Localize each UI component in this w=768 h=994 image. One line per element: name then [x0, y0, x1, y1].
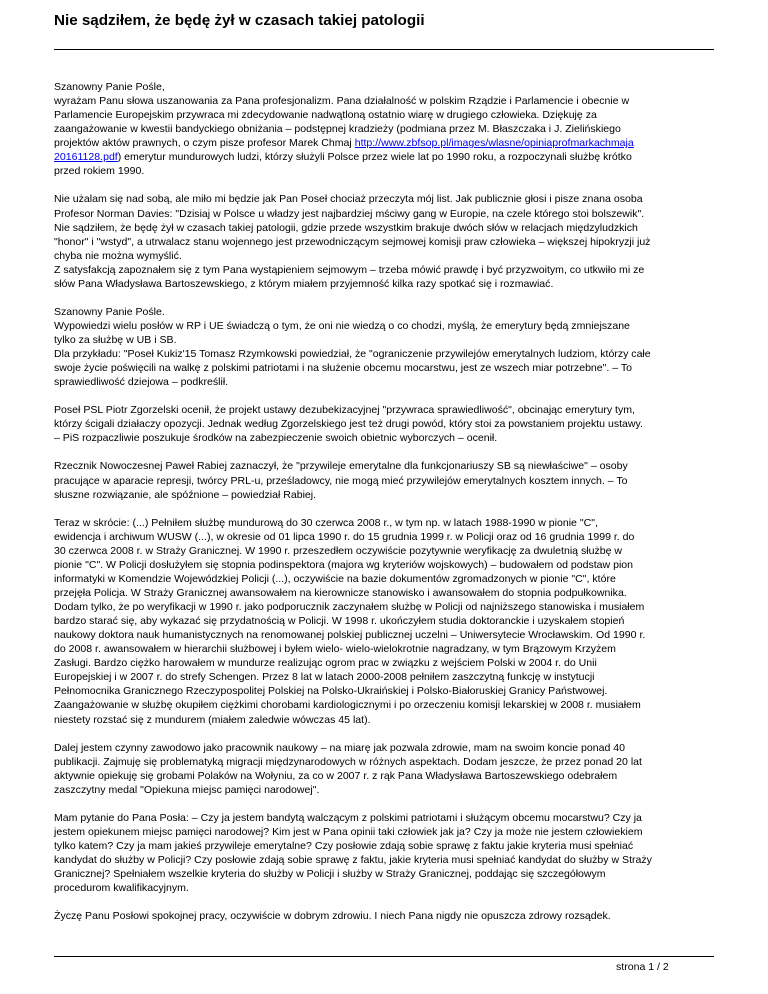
text-line: pionie "C". W Policji dosłużyłem się stopnia podinspektora (majora wg kryteriów wojskowych) – budowałem od podstaw pion [54, 558, 634, 571]
text-line: Życzę Panu Posłowi spokojnej pracy, oczywiście w dobrym zdrowiu. I niech Pana nigdy nie opuszcza zdrowy rozsądek. [54, 910, 611, 923]
text-line: niestety rozstać się z mundurem (miałem zaledwie wówczas 45 lat). [54, 713, 371, 726]
text-line: Z satysfakcją zapoznałem się z tym Pana wystąpieniem sejmowym – trzeba mówić prawdę i być przyzwoitym, co utkwiło mi ze [54, 263, 645, 276]
paragraph-7 [54, 741, 719, 797]
text-line: Dalej jestem czynny zawodowo jako pracownik naukowy – na miarę jak pozwala zdrowie, mam na swoim koncie ponad 40 [54, 741, 625, 754]
text-line: publikacji. Zajmuję się problematyką migracji międzynarodowych w różnych aspektach. Dodam jeszcze, że przez ponad 20 lat [54, 755, 642, 768]
text-line: "honor" i "wstyd", a utrwalacz stanu wojennego jest przewodniczącym sejmowej komisji praw człowieka – większej hipokryzji już [54, 235, 651, 248]
text-line: naukowy doktora nauk humanistycznych na renomowanej polskiej publicznej uczelni – Uniwersytecie Wrocławskim. Od 1990 r. [54, 629, 646, 642]
text-line: Europejskiej i w 2007 r. do strefy Schengen. Przez 8 lat w latach 2000-2008 pełniłem zaszczytną funkcję w instytucji [54, 671, 595, 684]
paragraph-3 [54, 305, 719, 389]
text-line: zaangażowanie w kwestii bandyckiego obniżania – podstępnej kradzieży (podmiana przez M. Błaszczaka i J. Zielińskiego [54, 123, 621, 136]
footer-divider [54, 956, 714, 957]
source-link-continued[interactable]: 20161128.pdf [54, 151, 118, 164]
text-line: Szanowny Panie Pośle. [54, 305, 165, 318]
text-line: ewidencja i archiwum WUSW (...), w okresie od 01 lipca 1990 r. do 15 grudnia 1999 r. w Policji oraz od 16 grudnia 1999 r. do [54, 530, 635, 543]
text-line: jestem opiekunem miejsc pamięci narodowej? Kim jest w Pana opinii taki człowiek jak ja? Czy ja może nie jestem człowiekiem [54, 825, 643, 838]
text-line: Rzecznik Nowoczesnej Paweł Rabiej zaznaczył, że "przywileje emerytalne dla funkcjonariuszy SB są niewłaściwe" – osoby [54, 460, 628, 473]
document-title: Nie sądziłem, że będę żył w czasach takiej patologii [54, 12, 425, 29]
paragraph-8 [54, 811, 719, 895]
text-line: przejęła Policja. W Straży Granicznej awansowałem na kierownicze stanowisko i awansowałem do stopnia podpułkownika. [54, 586, 627, 599]
text-line: 30 czerwca 2008 r. w Straży Granicznej. W 1990 r. przeszedłem oczywiście pozytywnie weryfikację za dwuletnią służbę w [54, 544, 623, 557]
text-line: Szanowny Panie Pośle, [54, 81, 165, 93]
text-line: tylko katem? Czy ja mam jakieś przywileje emerytalne? Czy posłowie zdają sobie sprawę z faktu jakie kryteria musi spełniać [54, 839, 634, 852]
text-line: procedurom kwalifikacyjnym. [54, 882, 189, 895]
text-line: pracujące w aparacie represji, twórcy PRL-u, prześladowcy, nie mogą mieć przywilejów emerytalnych kosztem innych. – To [54, 474, 628, 487]
text-line: tylko za służbę w UB i SB. [54, 334, 177, 346]
text-line: projektów aktów prawnych, o czym pisze profesor Marek Chmaj [54, 137, 355, 150]
paragraph-2 [54, 192, 719, 290]
text-line: Zasługi. Bardzo ciężko harowałem w mundurze realizując ogrom prac w związku z wejściem Polski w 2004 r. do Unii [54, 657, 597, 670]
source-link[interactable]: http://www.zbfsop.pl/images/wlasne/opiniaprofmarkachmaja [354, 137, 634, 150]
text-line: słów Pana Władysława Bartoszewskiego, z którym miałem przyjemność kilka razy spotkać się i rozmawiać. [54, 277, 554, 290]
paragraph-5 [54, 459, 719, 501]
text-line: Dodam tylko, że po weryfikacji w 1990 r. jako podporucznik zaczynałem służbę w Policji od najniższego stanowiska i musiałem [54, 601, 645, 613]
text-line: Wypowiedzi wielu posłów w RP i UE świadczą o tym, że oni nie wiedzą o co chodzi, myślą, że emerytury będą zmniejszane [54, 319, 630, 332]
text-line: Pełnomocnika Granicznego Rzeczypospolitej Polskiej na Polsko-Ukraińskiej i Polsko-Białoruskiej Granicy Państwowej. [54, 685, 608, 698]
text-line: Nie sądziłem, że będę żył w czasach takiej patologii, gdzie przede wszystkim brakuje dwóch słów w relacjach międzyludzkich [54, 221, 638, 234]
letter-body [54, 80, 719, 937]
text-line: słuszne rozwiązanie, ale spóźnione – powiedział Rabiej. [54, 488, 317, 501]
text-line: Parlamencie Europejskim przywraca mi zdecydowanie nadwątloną ostatnio wiarę w drugiego człowieka. Dziękuję za [54, 109, 597, 122]
text-line: kandydat do służby w Policji? Czy posłowie zdają sobie sprawę z faktu, jakie kryteria musi spełniać kandydat do służby w Straży [54, 854, 652, 866]
text-line: Zaangażowanie w służbę okupiłem ciężkimi chorobami kardiologicznymi i po orzeczeniu komisji lekarskiej w 2008 r. musiałem [54, 699, 641, 712]
paragraph-6 [54, 516, 719, 727]
text-line: Poseł PSL Piotr Zgorzelski ocenił, że projekt ustawy dezubekizacyjnej "przywraca sprawiedliwość", obcinając emerytury tym, [54, 404, 635, 417]
text-line: którzy ścigali działaczy opozycji. Jednak według Zgorzelskiego jest też drugi powód, który stoi za powstaniem projektu ustawy. [54, 418, 643, 431]
text-line: zaszczytny medal "Opiekuna miejsc pamięci narodowej". [54, 783, 320, 796]
text-line: do 2008 r. awansowałem w hierarchii służbowej i byłem wielo- wielo-wielokrotnie nagradzany, w tym Brązowym Krzyżem [54, 643, 616, 656]
text-line: ) emerytur mundurowych ludzi, którzy służyli Polsce przez wiele lat po 1990 roku, a rozpoczynali służbę krótko [117, 151, 632, 164]
page-number: strona 1 / 2 [616, 961, 669, 973]
text-line: przed rokiem 1990. [54, 165, 145, 178]
text-line: wyrażam Panu słowa uszanowania za Pana profesjonalizm. Pana działalność w polskim Rządzie i Parlamencie i obecnie w [54, 95, 630, 108]
text-line: informatyki w Komendzie Wojewódzkiej Policji (...), oczywiście na bazie dokumentów zgromadzonych w pionie "C", które [54, 572, 616, 585]
text-line: Mam pytanie do Pana Posła: – Czy ja jestem bandytą walczącym z polskimi patriotami i służącym obcemu mocarstwu? Czy ja [54, 811, 642, 824]
text-line: Teraz w skrócie: (...) Pełniłem służbę mundurową do 30 czerwca 2008 r., w tym np. w latach 1988-1990 w pionie "C", [54, 516, 598, 529]
paragraph-1 [54, 80, 719, 178]
header-divider [54, 49, 714, 50]
text-line: sprawiedliwość dziejowa – podkreślił. [54, 376, 229, 389]
text-line: Dla przykładu: "Poseł Kukiz'15 Tomasz Rzymkowski powiedział, że "ograniczenie przywilejów emerytalnych ludziom, którzy całe [54, 348, 651, 361]
text-line: chyba nie można wymyślić. [54, 249, 182, 262]
text-line: Profesor Norman Davies: "Dzisiaj w Polsce u władzy jest najbardziej mściwy gang w Europie, na czele którego stoi bolszewik". [54, 207, 645, 220]
text-line: swoje życie poświęcili na walkę z polskimi patriotami i na służenie obcemu mocarstwu, jest ze wszech miar potrzebne". – To [54, 362, 633, 375]
text-line: – PiS rozpaczliwie poszukuje środków na zabezpieczenie swoich obietnic wyborczych – ocenił. [54, 432, 498, 445]
paragraph-4 [54, 403, 719, 445]
text-line: Nie użalam się nad sobą, ale miło mi będzie jak Pan Poseł chociaż przeczyta mój list. Jak publicznie głosi i pisze znana osoba [54, 193, 643, 206]
text-line: bardzo starać się, aby wykazać się przydatnością w Policji. W 1998 r. ukończyłem studia doktoranckie i uzyskałem stopień [54, 615, 625, 628]
paragraph-9 [54, 909, 719, 923]
text-line: aktywnie opiekuję się grobami Polaków na Wołyniu, za co w 2007 r. z rąk Pana Władysława Bartoszewskiego odebrałem [54, 769, 618, 782]
text-line: Granicznej? Spełniałem wszelkie kryteria do służby w Policji i służby w Straży Granicznej, poddając się szczegółowym [54, 868, 606, 881]
